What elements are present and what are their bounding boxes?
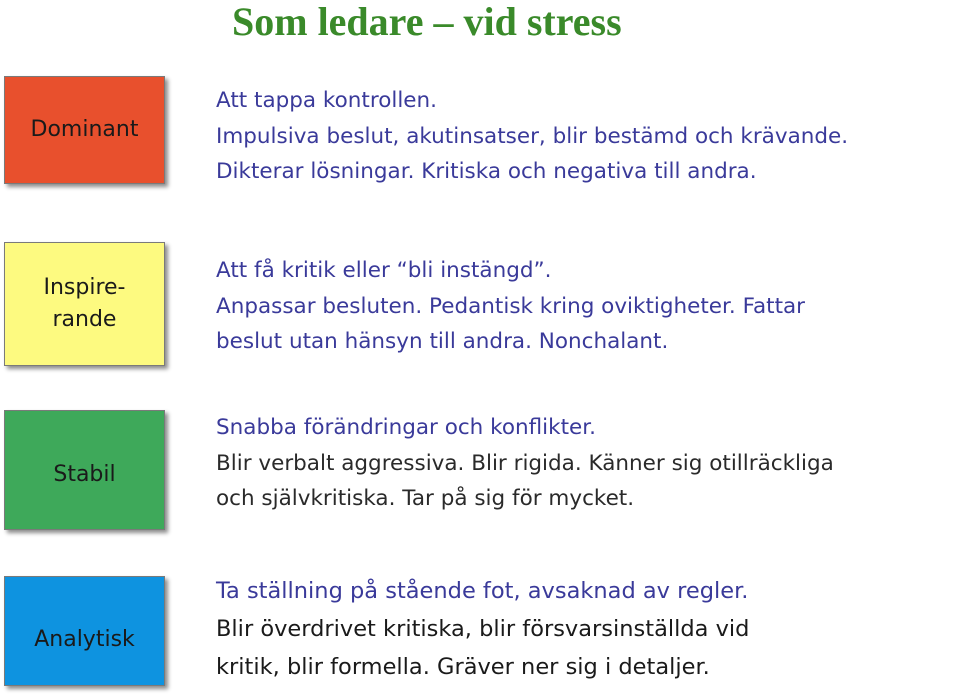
description-line: Att tappa kontrollen. xyxy=(216,88,437,113)
description-line: Blir verbalt aggressiva. Blir rigida. Känner sig otillräckliga xyxy=(216,450,834,476)
category-label: Inspire- rande xyxy=(43,275,126,332)
category-description-stabil xyxy=(216,410,956,517)
category-box-dominant xyxy=(4,76,165,184)
description-line: Impulsiva beslut, akutinsatser, blir bestämd och krävande. xyxy=(216,123,849,149)
category-description-dominant xyxy=(216,83,956,190)
description-line: Att få kritik eller “bli instängd”. xyxy=(216,258,552,283)
category-label: Stabil xyxy=(53,462,116,487)
description-line: Ta ställning på stående fot, avsaknad av regler. xyxy=(216,578,749,604)
category-box-inspirerande xyxy=(4,242,165,366)
category-description-analytisk xyxy=(216,572,956,686)
category-box-stabil xyxy=(4,410,165,530)
description-line: Anpassar besluten. Pedantisk kring oviktigheter. Fattar xyxy=(216,293,806,319)
description-line: kritik, blir formella. Gräver ner sig i detaljer. xyxy=(216,654,710,680)
description-line: Dikterar lösningar. Kritiska och negativa till andra. xyxy=(216,159,757,184)
category-box-analytisk xyxy=(4,576,165,686)
description-line: Blir överdrivet kritiska, blir försvarsinställda vid xyxy=(216,616,750,642)
description-line: beslut utan hänsyn till andra. Nonchalant. xyxy=(216,329,669,354)
description-line: och självkritiska. Tar på sig för mycket. xyxy=(216,486,635,511)
category-description-inspirerande xyxy=(216,253,956,360)
category-label: Dominant xyxy=(30,117,139,142)
category-label: Analytisk xyxy=(34,627,135,652)
description-line: Snabba förändringar och konflikter. xyxy=(216,415,596,440)
page-title: Som ledare – vid stress xyxy=(232,0,622,44)
